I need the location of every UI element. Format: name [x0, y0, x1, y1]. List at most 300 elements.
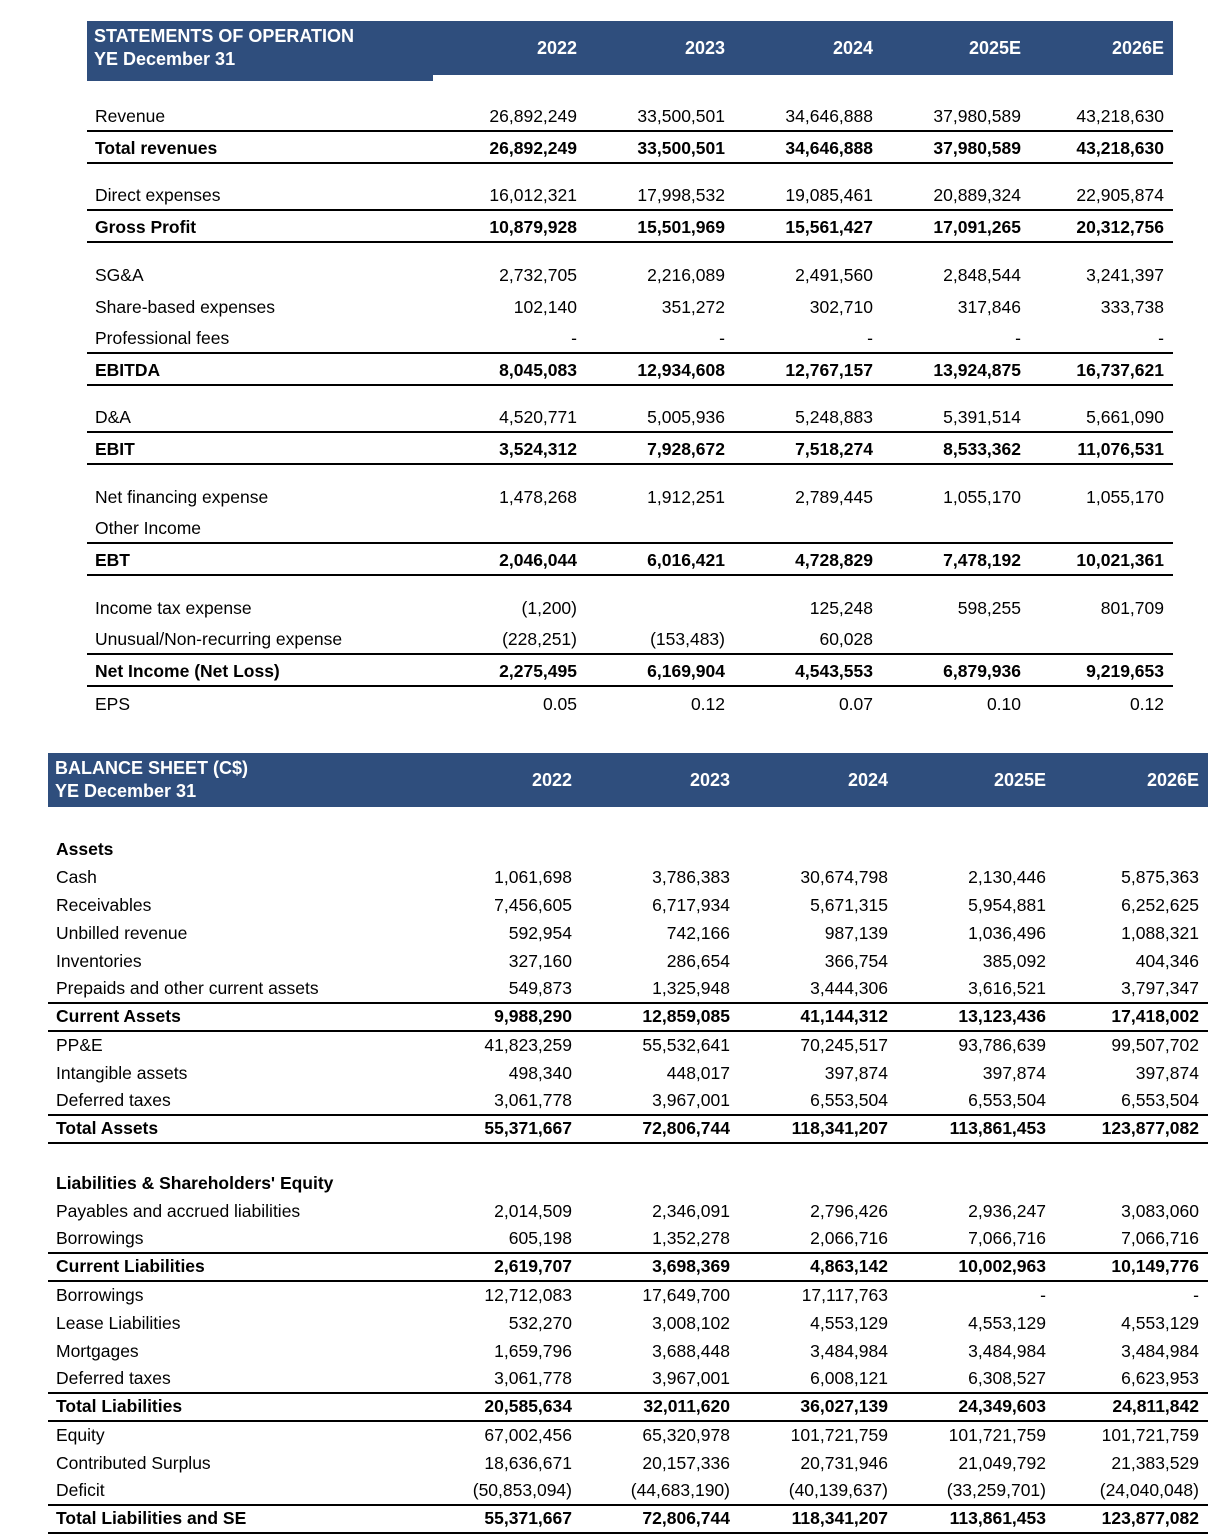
spacer-cell — [87, 464, 1173, 479]
cell-value: 7,928,672 — [581, 432, 729, 464]
cell-value: 12,859,085 — [576, 1003, 734, 1031]
section-row — [48, 1169, 1208, 1197]
cell-value: 33,500,501 — [637, 106, 725, 126]
cell-value: 70,245,517 — [800, 1035, 888, 1055]
row-label: Deficit — [56, 1480, 105, 1500]
cell-value: 60,028 — [819, 629, 873, 649]
table-row — [87, 543, 1173, 575]
table-row — [48, 1225, 1208, 1253]
cell-value: 327,160 — [508, 951, 572, 971]
row-label: Receivables — [56, 895, 152, 915]
cell-value: (1,200) — [521, 598, 577, 618]
row-label: Total Assets — [48, 1115, 418, 1143]
row-label: SG&A — [95, 265, 144, 285]
cell-value: 118,341,207 — [734, 1505, 892, 1533]
cell-value: 30,674,798 — [800, 867, 888, 887]
table-row — [87, 99, 1173, 131]
balance-sheet-table — [48, 835, 1208, 1534]
cell-value: 2,014,509 — [494, 1201, 572, 1221]
cell-value: 333,738 — [1100, 297, 1164, 317]
cell-value: 6,879,936 — [877, 654, 1025, 686]
cell-value — [892, 1169, 1050, 1197]
cell-value: 10,002,963 — [892, 1253, 1050, 1281]
cell-value: 801,709 — [1100, 598, 1164, 618]
row-label: EPS — [95, 694, 131, 714]
cell-value: - — [719, 328, 725, 348]
cell-value: 55,371,667 — [418, 1505, 576, 1533]
row-label: EBIT — [87, 432, 433, 464]
cell-value: 21,383,529 — [1111, 1453, 1199, 1473]
cell-value: 41,823,259 — [484, 1035, 572, 1055]
cell-value: 302,710 — [809, 297, 873, 317]
row-label: D&A — [95, 407, 131, 427]
table-title: BALANCE SHEET (C$) — [55, 758, 249, 778]
cell-value: 3,967,001 — [652, 1090, 730, 1110]
row-label: Deferred taxes — [56, 1090, 171, 1110]
cell-value: 101,721,759 — [1101, 1425, 1199, 1445]
cell-value: 598,255 — [957, 598, 1021, 618]
cell-value: 43,218,630 — [1025, 131, 1173, 163]
spacer-cell — [87, 575, 1173, 590]
row-label: Gross Profit — [87, 210, 433, 242]
cell-value: 2,346,091 — [652, 1201, 730, 1221]
cell-value: 118,341,207 — [734, 1115, 892, 1143]
cell-value — [729, 511, 877, 543]
cell-value: 4,520,771 — [499, 407, 577, 427]
cell-value: 102,140 — [513, 297, 577, 317]
cell-value — [877, 622, 1025, 654]
row-label: Intangible assets — [56, 1063, 188, 1083]
cell-value: 0.12 — [1129, 694, 1164, 714]
table-row — [87, 210, 1173, 242]
spacer-cell — [48, 1143, 1208, 1169]
cell-value: 3,797,347 — [1121, 978, 1199, 998]
cell-value — [581, 590, 729, 622]
cell-value: 10,021,361 — [1025, 543, 1173, 575]
cell-value: 549,873 — [508, 978, 572, 998]
cell-value: (44,683,190) — [630, 1480, 730, 1500]
table-row — [48, 1337, 1208, 1365]
table-row — [48, 1059, 1208, 1087]
spacer-cell — [87, 163, 1173, 178]
table-row — [87, 511, 1173, 543]
cell-value: 99,507,702 — [1111, 1035, 1199, 1055]
cell-value: (50,853,094) — [472, 1480, 572, 1500]
balance-sheet-title-cell — [48, 753, 418, 807]
cell-value: 17,418,002 — [1050, 1003, 1208, 1031]
cell-value — [734, 1169, 892, 1197]
column-header-2026e: 2026E — [1146, 769, 1199, 790]
cell-value: 16,737,621 — [1025, 353, 1173, 385]
cell-value: 15,501,969 — [581, 210, 729, 242]
table-row — [48, 1421, 1208, 1449]
row-label: Liabilities & Shareholders' Equity — [56, 1173, 334, 1193]
cell-value: 55,371,667 — [418, 1115, 576, 1143]
cell-value: 19,085,461 — [785, 185, 873, 205]
table-row — [87, 432, 1173, 464]
table-row — [48, 863, 1208, 891]
cell-value: 34,646,888 — [785, 106, 873, 126]
spacer-row — [48, 1143, 1208, 1169]
table-row — [48, 1281, 1208, 1309]
cell-value: 7,518,274 — [729, 432, 877, 464]
row-label: Mortgages — [56, 1341, 139, 1361]
cell-value: 101,721,759 — [790, 1425, 888, 1445]
cell-value: 2,046,044 — [433, 543, 581, 575]
cell-value: 4,553,129 — [1121, 1313, 1199, 1333]
balance-sheet-year-headers — [418, 753, 1208, 807]
income-statement-title-cell — [87, 21, 433, 75]
cell-value: 18,636,671 — [484, 1453, 572, 1473]
table-subtitle: YE December 31 — [94, 49, 236, 69]
spacer-row — [87, 242, 1173, 257]
table-row — [87, 479, 1173, 511]
table-row — [87, 178, 1173, 210]
cell-value: (40,139,637) — [788, 1480, 888, 1500]
cell-value: 286,654 — [666, 951, 730, 971]
table-row — [48, 947, 1208, 975]
table-row — [48, 1365, 1208, 1393]
row-label: Direct expenses — [95, 185, 221, 205]
row-label: Lease Liabilities — [56, 1313, 181, 1333]
cell-value: 6,553,504 — [968, 1090, 1046, 1110]
cell-value: 2,130,446 — [968, 867, 1046, 887]
cell-value: 0.07 — [838, 694, 873, 714]
cell-value — [1025, 511, 1173, 543]
cell-value: (33,259,701) — [946, 1480, 1046, 1500]
row-label: Unusual/Non-recurring expense — [95, 629, 343, 649]
cell-value: 2,216,089 — [647, 265, 725, 285]
cell-value: 3,083,060 — [1121, 1201, 1199, 1221]
cell-value: 3,484,984 — [1121, 1341, 1199, 1361]
cell-value: 5,005,936 — [647, 407, 725, 427]
cell-value: 5,671,315 — [810, 895, 888, 915]
cell-value: 5,954,881 — [968, 895, 1046, 915]
spacer-cell — [87, 242, 1173, 257]
cell-value: 22,905,874 — [1076, 185, 1164, 205]
column-header-2024: 2024 — [847, 769, 888, 790]
cell-value: 7,478,192 — [877, 543, 1025, 575]
cell-value: 2,796,426 — [810, 1201, 888, 1221]
cell-value: 15,561,427 — [729, 210, 877, 242]
income-statement — [87, 21, 1173, 718]
row-label: EBT — [87, 543, 433, 575]
cell-value: 6,717,934 — [652, 895, 730, 915]
table-row — [48, 919, 1208, 947]
table-row — [87, 131, 1173, 163]
cell-value: 7,066,716 — [968, 1228, 1046, 1248]
column-header-2026e: 2026E — [1111, 37, 1164, 58]
row-label: Deferred taxes — [56, 1368, 171, 1388]
cell-value: 37,980,589 — [877, 131, 1025, 163]
cell-value: 34,646,888 — [729, 131, 877, 163]
table-row — [48, 1477, 1208, 1505]
column-header-2023: 2023 — [684, 37, 725, 58]
cell-value: 17,091,265 — [877, 210, 1025, 242]
cell-value: 0.05 — [542, 694, 577, 714]
cell-value: 113,861,453 — [892, 1505, 1050, 1533]
cell-value: 6,016,421 — [581, 543, 729, 575]
cell-value: 33,500,501 — [581, 131, 729, 163]
income-statement-year-headers — [433, 21, 1173, 75]
cell-value: (24,040,048) — [1099, 1480, 1199, 1500]
cell-value: 7,456,605 — [494, 895, 572, 915]
cell-value: 2,619,707 — [418, 1253, 576, 1281]
cell-value: 385,092 — [982, 951, 1046, 971]
cell-value: 17,649,700 — [642, 1285, 730, 1305]
cell-value: 101,721,759 — [948, 1425, 1046, 1445]
cell-value: 317,846 — [957, 297, 1021, 317]
cell-value — [418, 835, 576, 863]
cell-value: 4,553,129 — [968, 1313, 1046, 1333]
cell-value: 0.10 — [986, 694, 1021, 714]
row-label: Total revenues — [87, 131, 433, 163]
cell-value: - — [1015, 328, 1021, 348]
cell-value: 2,491,560 — [795, 265, 873, 285]
cell-value: 13,123,436 — [892, 1003, 1050, 1031]
cell-value: 1,088,321 — [1121, 923, 1199, 943]
section-row — [48, 835, 1208, 863]
table-row — [87, 353, 1173, 385]
income-statement-header-bar — [87, 21, 1173, 75]
cell-value: 3,698,369 — [576, 1253, 734, 1281]
table-subtitle: YE December 31 — [55, 781, 197, 801]
cell-value: 20,731,946 — [800, 1453, 888, 1473]
cell-value: 55,532,641 — [642, 1035, 730, 1055]
cell-value: 366,754 — [824, 951, 888, 971]
table-row — [48, 1505, 1208, 1533]
cell-value: 3,524,312 — [433, 432, 581, 464]
cell-value: - — [867, 328, 873, 348]
cell-value: 397,874 — [824, 1063, 888, 1083]
row-label: Cash — [56, 867, 97, 887]
cell-value: 125,248 — [809, 598, 873, 618]
cell-value: 2,275,495 — [433, 654, 581, 686]
cell-value: 3,484,984 — [968, 1341, 1046, 1361]
table-row — [48, 1115, 1208, 1143]
row-label: Other Income — [95, 518, 202, 538]
cell-value: - — [1040, 1285, 1046, 1305]
cell-value: 532,270 — [508, 1313, 572, 1333]
spacer-row — [87, 385, 1173, 400]
cell-value: 397,874 — [982, 1063, 1046, 1083]
table-row — [87, 257, 1173, 289]
cell-value: 742,166 — [666, 923, 730, 943]
balance-sheet — [48, 753, 1208, 1534]
table-row — [87, 686, 1173, 718]
row-label: Assets — [56, 839, 114, 859]
table-row — [87, 622, 1173, 654]
cell-value: 10,879,928 — [433, 210, 581, 242]
cell-value: 20,157,336 — [642, 1453, 730, 1473]
cell-value: 2,732,705 — [499, 265, 577, 285]
cell-value: 1,912,251 — [647, 487, 725, 507]
cell-value: 605,198 — [508, 1228, 572, 1248]
table-row — [87, 590, 1173, 622]
cell-value: 8,045,083 — [433, 353, 581, 385]
spacer-row — [87, 575, 1173, 590]
table-row — [48, 1003, 1208, 1031]
cell-value: 3,688,448 — [652, 1341, 730, 1361]
cell-value — [576, 835, 734, 863]
cell-value: 6,553,504 — [1121, 1090, 1199, 1110]
cell-value: 8,533,362 — [877, 432, 1025, 464]
cell-value: 1,659,796 — [494, 1341, 572, 1361]
cell-value: 26,892,249 — [489, 106, 577, 126]
cell-value — [581, 511, 729, 543]
cell-value — [576, 1169, 734, 1197]
cell-value: 16,012,321 — [489, 185, 577, 205]
cell-value — [1050, 835, 1208, 863]
cell-value: 20,585,634 — [418, 1393, 576, 1421]
cell-value: 2,848,544 — [943, 265, 1021, 285]
cell-value: 41,144,312 — [734, 1003, 892, 1031]
cell-value: 1,055,170 — [943, 487, 1021, 507]
column-header-2025e: 2025E — [993, 769, 1046, 790]
cell-value: 6,553,504 — [810, 1090, 888, 1110]
cell-value: 9,219,653 — [1025, 654, 1173, 686]
cell-value: 20,889,324 — [933, 185, 1021, 205]
row-label: Share-based expenses — [95, 297, 275, 317]
cell-value: 12,934,608 — [581, 353, 729, 385]
cell-value — [877, 511, 1025, 543]
cell-value: 2,789,445 — [795, 487, 873, 507]
spacer-cell — [87, 385, 1173, 400]
balance-sheet-header-bar — [48, 753, 1208, 807]
cell-value: 1,325,948 — [652, 978, 730, 998]
table-row — [87, 400, 1173, 432]
cell-value — [433, 511, 581, 543]
cell-value: 17,998,532 — [637, 185, 725, 205]
table-row — [48, 1197, 1208, 1225]
table-row — [48, 1449, 1208, 1477]
table-row — [48, 1309, 1208, 1337]
column-header-2025e: 2025E — [968, 37, 1021, 58]
cell-value: 43,218,630 — [1076, 106, 1164, 126]
cell-value: 592,954 — [508, 923, 572, 943]
cell-value: 24,349,603 — [892, 1393, 1050, 1421]
column-header-2022: 2022 — [536, 37, 577, 58]
cell-value: 72,806,744 — [576, 1505, 734, 1533]
cell-value: 3,967,001 — [652, 1368, 730, 1388]
cell-value: 67,002,456 — [484, 1425, 572, 1445]
cell-value: 13,924,875 — [877, 353, 1025, 385]
cell-value: 26,892,249 — [433, 131, 581, 163]
cell-value: 6,008,121 — [810, 1368, 888, 1388]
row-label: Current Liabilities — [48, 1253, 418, 1281]
cell-value: 1,061,698 — [494, 867, 572, 887]
row-label: Borrowings — [56, 1285, 144, 1305]
cell-value: 3,786,383 — [652, 867, 730, 887]
cell-value: 3,008,102 — [652, 1313, 730, 1333]
cell-value: 5,661,090 — [1086, 407, 1164, 427]
cell-value: 21,049,792 — [958, 1453, 1046, 1473]
cell-value: 6,252,625 — [1121, 895, 1199, 915]
cell-value: 5,391,514 — [943, 407, 1021, 427]
spacer-row — [87, 464, 1173, 479]
cell-value: 5,248,883 — [795, 407, 873, 427]
row-label: Revenue — [95, 106, 166, 126]
cell-value: 1,352,278 — [652, 1228, 730, 1248]
cell-value — [1050, 1169, 1208, 1197]
cell-value: 123,877,082 — [1050, 1115, 1208, 1143]
cell-value — [892, 835, 1050, 863]
cell-value: 7,066,716 — [1121, 1228, 1199, 1248]
table-row — [87, 289, 1173, 321]
income-statement-table — [87, 99, 1173, 718]
cell-value: 65,320,978 — [642, 1425, 730, 1445]
table-row — [48, 891, 1208, 919]
table-row — [48, 1393, 1208, 1421]
cell-value: 11,076,531 — [1025, 432, 1173, 464]
table-title: STATEMENTS OF OPERATION — [94, 26, 354, 46]
cell-value: 113,861,453 — [892, 1115, 1050, 1143]
row-label: Income tax expense — [95, 598, 252, 618]
cell-value: 448,017 — [666, 1063, 730, 1083]
cell-value: 1,055,170 — [1086, 487, 1164, 507]
cell-value: 3,061,778 — [494, 1368, 572, 1388]
row-label: PP&E — [56, 1035, 103, 1055]
cell-value: 2,066,716 — [810, 1228, 888, 1248]
row-label: Professional fees — [95, 328, 230, 348]
cell-value: 3,616,521 — [968, 978, 1046, 998]
row-label: Prepaids and other current assets — [56, 978, 319, 998]
row-label: EBITDA — [87, 353, 433, 385]
row-label: Unbilled revenue — [56, 923, 188, 943]
table-row — [48, 975, 1208, 1003]
cell-value: 397,874 — [1135, 1063, 1199, 1083]
column-header-2024: 2024 — [832, 37, 873, 58]
cell-value: 0.12 — [690, 694, 725, 714]
row-label: Net financing expense — [95, 487, 269, 507]
row-label: Equity — [56, 1425, 105, 1445]
column-header-2022: 2022 — [531, 769, 572, 790]
cell-value: - — [1158, 328, 1164, 348]
cell-value: 93,786,639 — [958, 1035, 1046, 1055]
cell-value: 12,767,157 — [729, 353, 877, 385]
cell-value — [734, 835, 892, 863]
cell-value: - — [571, 328, 577, 348]
cell-value: 3,241,397 — [1086, 265, 1164, 285]
cell-value — [418, 1169, 576, 1197]
cell-value: 32,011,620 — [576, 1393, 734, 1421]
cell-value: 3,061,778 — [494, 1090, 572, 1110]
cell-value: 6,169,904 — [581, 654, 729, 686]
cell-value: 987,139 — [824, 923, 888, 943]
cell-value: - — [1193, 1285, 1199, 1305]
row-label: Inventories — [56, 951, 142, 971]
cell-value: 36,027,139 — [734, 1393, 892, 1421]
cell-value: 4,863,142 — [734, 1253, 892, 1281]
row-label: Borrowings — [56, 1228, 144, 1248]
cell-value: 6,308,527 — [968, 1368, 1046, 1388]
table-row — [48, 1087, 1208, 1115]
table-row — [48, 1031, 1208, 1059]
cell-value: (153,483) — [650, 629, 725, 649]
cell-value: 9,988,290 — [418, 1003, 576, 1031]
row-label: Contributed Surplus — [56, 1453, 211, 1473]
cell-value: 10,149,776 — [1050, 1253, 1208, 1281]
table-row — [48, 1253, 1208, 1281]
table-row — [87, 321, 1173, 353]
cell-value: 4,543,553 — [729, 654, 877, 686]
column-header-2023: 2023 — [689, 769, 730, 790]
cell-value — [1025, 622, 1173, 654]
cell-value: 2,936,247 — [968, 1201, 1046, 1221]
cell-value: 404,346 — [1135, 951, 1199, 971]
row-label: Total Liabilities — [48, 1393, 418, 1421]
cell-value: 1,036,496 — [968, 923, 1046, 943]
